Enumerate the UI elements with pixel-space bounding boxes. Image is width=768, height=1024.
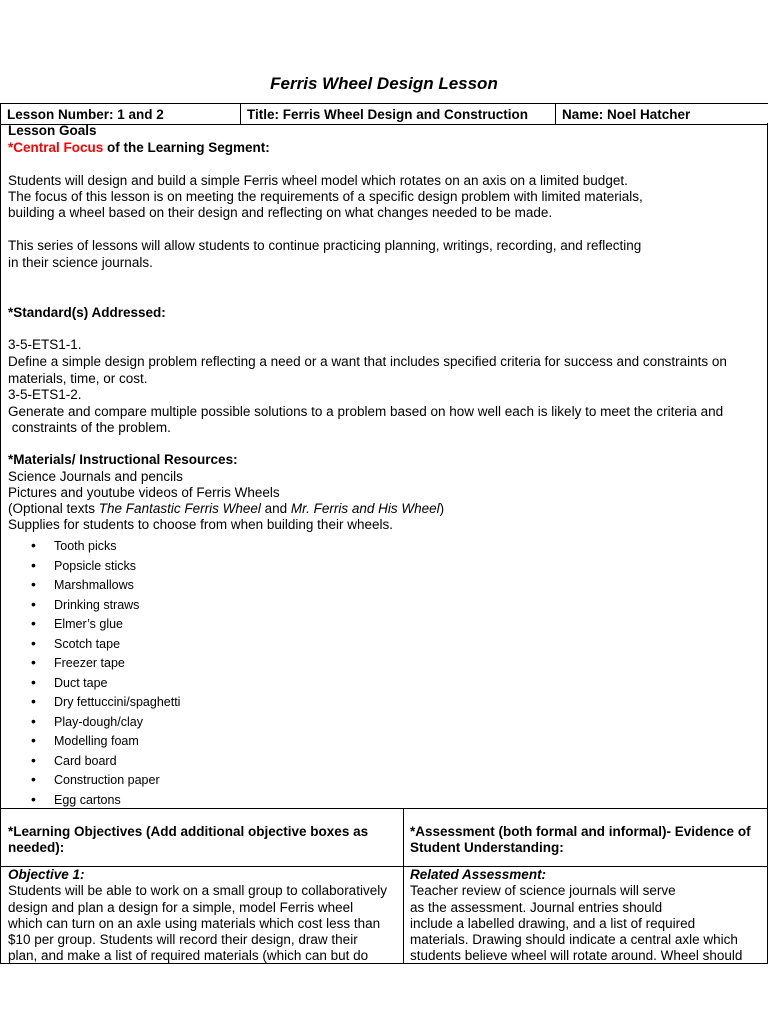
teacher-name-cell: Name: Noel Hatcher <box>556 104 768 125</box>
lesson-goals-section <box>0 123 768 809</box>
assessment-label: Related Assessment: <box>410 867 547 882</box>
standards-line: Generate and compare multiple possible solutions to a problem based on how well each is likely to meet the criteria and <box>8 404 724 419</box>
assessment-line: as the assessment. Journal entries should <box>410 899 663 915</box>
objective-cell <box>8 867 387 965</box>
list-item: • Play-dough/clay <box>31 712 180 732</box>
materials-optional-texts <box>8 501 444 517</box>
list-item: • Marshmallows <box>31 575 180 595</box>
list-item: • Modelling foam <box>31 731 180 751</box>
assessment-line: Teacher review of science journals will serve <box>410 883 676 899</box>
standards-line: 3-5-ETS1-2. <box>8 387 82 402</box>
objective-line: which can turn on an axle using materials which cost less than <box>8 915 381 931</box>
optional-suffix: ) <box>439 501 445 516</box>
objectives-header: *Learning Objectives (Add additional objective boxes as needed): <box>8 824 369 855</box>
list-item: • Card board <box>31 751 180 771</box>
standards-line: Define a simple design problem reflecting a need or a want that includes specified criteria for success and constraints on <box>8 354 727 369</box>
list-item: • Popsicle sticks <box>31 556 180 576</box>
list-item: • Duct tape <box>31 673 180 693</box>
standards-line: materials, time, or cost. <box>8 371 148 386</box>
central-focus-heading <box>8 140 270 156</box>
page-title: Ferris Wheel Design Lesson <box>270 74 498 93</box>
central-focus-rest-label: of the Learning Segment: <box>103 140 270 155</box>
supplies-list <box>31 536 180 809</box>
objective-line: plan, and make a list of required materials (which can but do <box>8 948 369 964</box>
lesson-number-cell: Lesson Number: 1 and 2 <box>1 104 241 125</box>
central-focus-star-label: *Central Focus <box>8 140 104 155</box>
list-item: • Drinking straws <box>31 595 180 615</box>
assessment-header: *Assessment (both formal and informal)- Evidence of Student Understanding: <box>410 824 751 855</box>
column-divider <box>403 809 404 963</box>
materials-line: Supplies for students to choose from when building their wheels. <box>8 517 393 532</box>
objective-line: Students will be able to work on a small group to collaboratively <box>8 883 387 899</box>
lesson-title-cell: Title: Ferris Wheel Design and Construction <box>241 104 556 125</box>
list-item: • Egg cartons <box>31 790 180 810</box>
materials-heading: *Materials/ Instructional Resources: <box>8 452 238 467</box>
central-focus-line: Students will design and build a simple Ferris wheel model which rotates on an axis on a limited budget. <box>8 173 628 188</box>
materials-line: Science Journals and pencils <box>8 469 183 484</box>
assessment-line: materials. Drawing should indicate a central axle which <box>410 932 738 948</box>
list-item: • Dry fettuccini/spaghetti <box>31 692 180 712</box>
optional-book-title: Mr. Ferris and His Wheel <box>290 501 440 516</box>
lesson-goals-label: Lesson Goals <box>8 123 97 138</box>
list-item: • Scotch tape <box>31 634 180 654</box>
assessment-line: students believe wheel will rotate around. Wheel should <box>410 948 743 964</box>
central-focus-line: in their science journals. <box>8 255 153 270</box>
materials-line: Pictures and youtube videos of Ferris Wheels <box>8 485 280 500</box>
standards-heading: *Standard(s) Addressed: <box>8 305 166 320</box>
list-item: • Tooth picks <box>31 536 180 556</box>
lesson-header-row <box>1 104 768 125</box>
optional-book-title: The Fantastic Ferris Wheel <box>98 501 261 516</box>
list-item: • Freezer tape <box>31 653 180 673</box>
assessment-cell <box>410 867 742 965</box>
optional-and: and <box>260 501 291 516</box>
objective-line: design and plan a design for a simple, model Ferris wheel <box>8 899 354 915</box>
objectives-assessment-table <box>0 808 768 964</box>
central-focus-line: This series of lessons will allow students to continue practicing planning, writings, recording, and reflecting <box>8 238 642 253</box>
objective-line: $10 per group. Students will record their design, draw their <box>8 932 358 948</box>
central-focus-line: building a wheel based on their design and reflecting on what changes needed to be made. <box>8 205 553 220</box>
optional-prefix: (Optional texts <box>8 501 99 516</box>
central-focus-line: The focus of this lesson is on meeting the requirements of a specific design problem with limited materials, <box>8 189 643 204</box>
assessment-line: include a labelled drawing, and a list of required <box>410 915 696 931</box>
standards-line: constraints of the problem. <box>8 420 171 435</box>
standards-line: 3-5-ETS1-1. <box>8 337 82 352</box>
objective-label: Objective 1: <box>8 867 85 882</box>
list-item: • Elmer’s glue <box>31 614 180 634</box>
lesson-header-table <box>0 103 768 125</box>
list-item: • Construction paper <box>31 770 180 790</box>
